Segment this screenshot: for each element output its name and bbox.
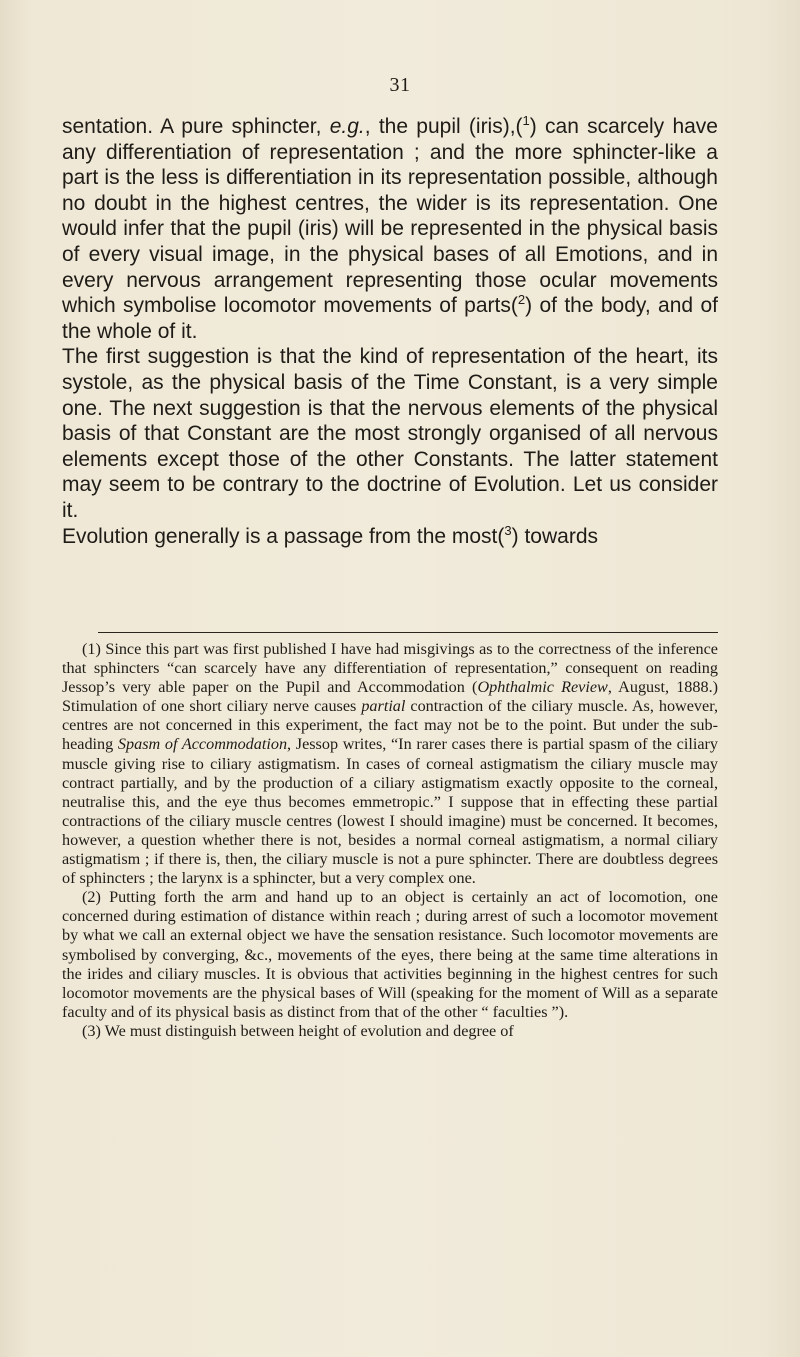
text-run: , the pupil (iris),( [364, 115, 523, 138]
paragraph-3 [62, 524, 718, 550]
text-run: contraction of the ciliary muscle. As, however, centres are not concerned in this experiment, the fact may not be to the point. But under the sub-heading [62, 697, 718, 754]
footnotes [62, 640, 718, 1041]
text-run: Since this part was first published I have had misgivings as to the correctness of the inference that sphincters “can scarcely have any differentiation of representation,” consequent on reading Jessop’s very able paper on the Pupil and Accommodation ( [62, 640, 718, 697]
footnote-marker: (3) [82, 1021, 101, 1040]
footnote-ref-3: 3 [504, 522, 512, 538]
main-text [62, 114, 718, 549]
footnote-ref-1: 1 [522, 113, 530, 128]
page-number: 31 [389, 74, 411, 96]
journal-title: Ophthalmic Review [477, 678, 608, 697]
italic-word: partial [361, 697, 406, 716]
italic-subheading: Spasm of Accommodation [117, 735, 288, 754]
footnote-1 [62, 640, 718, 888]
text-run: sentation. A pure sphincter, [62, 115, 330, 138]
text-run: Evolution generally is a passage from the most( [62, 524, 505, 548]
footnote-ref-2: 2 [517, 292, 526, 308]
footnote-marker: (1) [82, 640, 101, 658]
italic-eg: e.g. [329, 115, 365, 138]
text-run: , August, 1888.) Stimulation of one short ciliary nerve causes [62, 678, 719, 716]
paragraph-2: The first suggestion is that the kind of representation of the heart, its systole, as the physical basis of the Time Constant, is a very simple one. The next suggestion is that the nervous elements of the physical basis of that Constant are the most strongly organised of all nervous elements except those of the other Constants. The latter statement may seem to be contrary to the doctrine of Evolution. Let us consider it. [62, 345, 718, 522]
footnote-rule [98, 632, 718, 633]
footnote-2 [62, 888, 718, 1022]
paragraph-1 [62, 114, 718, 344]
text-run: We must distinguish between height of evolution and degree of [100, 1021, 514, 1040]
text-run: , Jessop writes, “In rarer cases there is partial spasm of the ciliary muscle giving rise to ciliary astigmatism. In cases of corneal astigmatism the ciliary muscle may contract partially, and by the production of a ciliary astigmatism exactly opposite to the corneal, neutralise this, and the eye thus becomes emmetropic.” I suppose that in effecting these partial contractions of the ciliary muscle centres (lowest I should imagine) must be concerned. It becomes, however, a question whether there is not, besides a normal corneal astigmatism, a normal ciliary astigmatism ; if there is, then, the ciliary muscle is not a pure sphincter. There are doubtless degrees of sphincters ; the larynx is a sphincter, but a very complex one. [62, 735, 719, 888]
footnote-3 [62, 1022, 718, 1041]
text-run: ) towards [511, 524, 598, 548]
text-run: ) can scarcely have any differentiation of representation ; and the more sphincter-like a part is the less is differentiation in its representation possible, although no doubt in the highest centres, the wider is its representation. One would infer that the pupil (iris) will be represented in the physical basis of every visual image, in the physical bases of all Emotions, and in every nervous arrangement representing those ocular movements which symbolise locomotor movements of parts( [62, 115, 718, 318]
text-run: Putting forth the arm and hand up to an object is certainly an act of locomotion, one concerned during estimation of distance within reach ; during arrest of such a locomotor movement by what we call an external object we have the sensation resistance. Such locomotor movements are symbolised by converging, &c., movements of the eyes, there being at the same time alterations in the irides and ciliary muscles. It is obvious that activities beginning in the highest centres for such locomotor movements are the physical bases of Will (speaking for the moment of Will as a separate faculty and of its physical basis as distinct from that of the other “ faculties ”). [62, 888, 718, 1021]
text-run: ) of the body, and of the whole of it. [62, 294, 718, 343]
footnote-marker: (2) [82, 888, 101, 907]
